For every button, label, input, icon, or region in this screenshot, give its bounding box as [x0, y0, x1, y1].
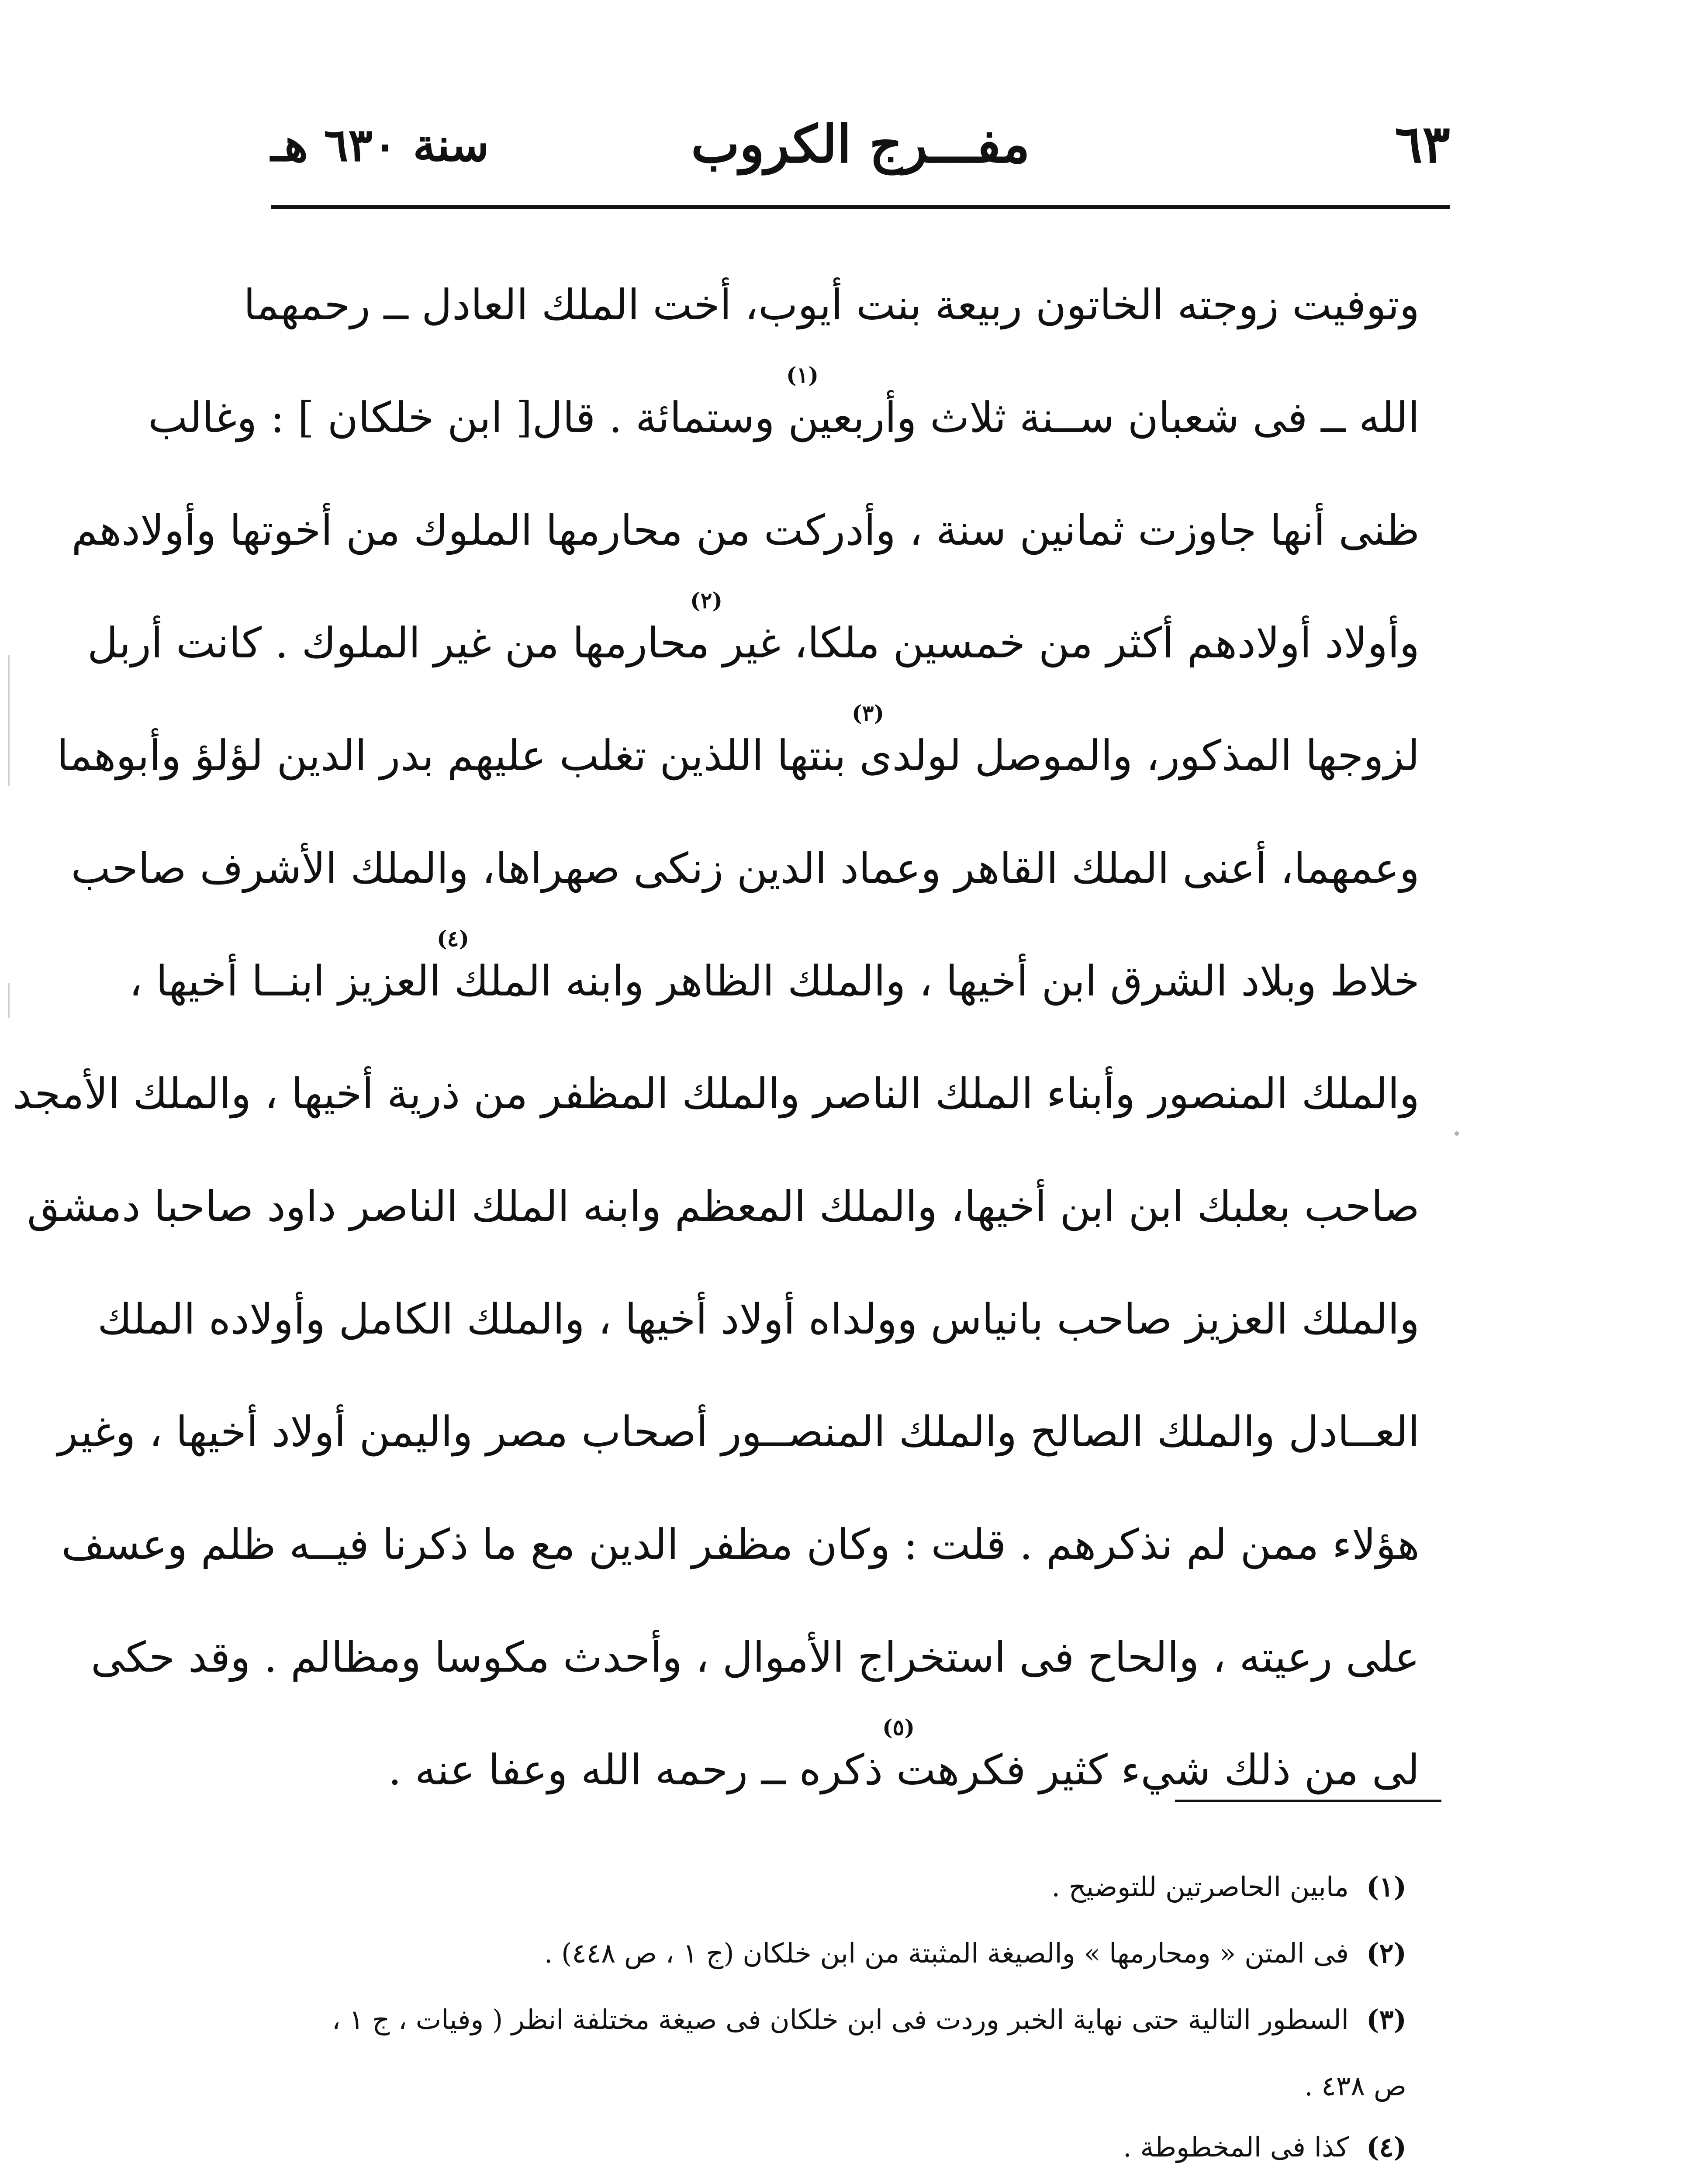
page-number: ٦٣ — [1395, 114, 1450, 174]
footnote-text: السطور التالية حتى نهاية الخبر وردت فى ابن خلكان فى صيغة مختلفة انظر ( وفيات ، ج ١ ، — [332, 2004, 1349, 2035]
header-year: سنة ٦٣٠ هـ — [271, 118, 489, 172]
text-line-content: خلاط وبلاد الشرق ابن أخيها ، والملك الظاهر وابنه الملك العزيز ابنــا أخيها ، — [129, 957, 1420, 1006]
text-line: على رعيته ، والحاح فى استخراج الأموال ، وأحدث مكوسا ومظالم . وقد حكى — [91, 1633, 1420, 1682]
footnote-number: (٤) — [1366, 2131, 1406, 2163]
text-line: والملك العزيز صاحب بانياس وولداه أولاد أخيها ، والملك الكامل وأولاده الملك — [97, 1295, 1420, 1344]
footnote-text: فى المتن « ومحارمها » والصيغة المثبتة من ابن خلكان (ج ١ ، ص ٤٤٨) . — [544, 1937, 1349, 1969]
margin-scan-mark — [8, 655, 10, 786]
footnote-4 — [306, 2125, 1406, 2184]
running-header — [271, 114, 1450, 197]
scan-speck — [1455, 1131, 1459, 1136]
footnote-2 — [306, 1932, 1406, 1998]
footnote-3-continuation — [306, 2064, 1406, 2125]
main-text — [12, 266, 1420, 1844]
footnote-mark-5: (٥) — [882, 1714, 915, 1740]
footnote-text: كذا فى المخطوطة . — [1123, 2131, 1349, 2163]
text-line-content: الله ــ فى شعبان ســنة ثلاث وأربعين وستمائة . قال[ ابن خلكان ] : وغالب — [148, 393, 1420, 442]
footnote-mark-1: (١) — [786, 362, 819, 388]
footnote-1 — [306, 1865, 1406, 1932]
text-line-content: وأولاد أولادهم أكثر من خمسين ملكا، غير محارمها من غير الملوك . كانت أربل — [87, 619, 1420, 667]
header-rule — [271, 205, 1450, 209]
footnote-3 — [306, 1998, 1406, 2064]
text-line: صاحب بعلبك ابن ابن أخيها، والملك المعظم وابنه الملك الناصر داود صاحبا دمشق — [27, 1182, 1420, 1231]
text-line: ظنى أنها جاوزت ثمانين سنة ، وأدركت من محارمها الملوك من أخوتها وأولادهم — [71, 506, 1420, 555]
footnote-mark-2: (٢) — [690, 587, 723, 613]
text-line: والملك المنصور وأبناء الملك الناصر والملك المظفر من ذرية أخيها ، والملك الأمجد — [12, 1069, 1420, 1118]
text-line: العــادل والملك الصالح والملك المنصــور أصحاب مصر واليمن أولاد أخيها ، وغير — [57, 1407, 1420, 1456]
text-line — [284, 1714, 1420, 1844]
text-line: هؤلاء ممن لم نذكرهم . قلت : وكان مظفر الدين مع ما ذكرنا فيــه ظلم وعسف — [61, 1520, 1420, 1569]
footnote-text: ص ٤٣٨ . — [1304, 2070, 1406, 2102]
text-line-content: لى من ذلك شيء كثير فكرهت ذكره ــ رحمه الله وعفا عنه . — [388, 1745, 1420, 1794]
header-book-title: مفـــرج الكروب — [691, 114, 1030, 174]
text-line: وعمهما، أعنى الملك القاهر وعماد الدين زنكى صهراها، والملك الأشرف صاحب — [71, 844, 1420, 893]
text-line — [148, 362, 1420, 492]
margin-scan-mark — [8, 983, 10, 1018]
footnote-number: (٣) — [1366, 2004, 1406, 2035]
footnote-text: مابين الحاصرتين للتوضيح . — [1051, 1871, 1349, 1903]
footnote-mark-3: (٣) — [852, 700, 885, 726]
text-line: وتوفيت زوجته الخاتون ربيعة بنت أيوب، أخت الملك العادل ــ رحمهما — [243, 280, 1420, 329]
footnote-number: (٢) — [1366, 1937, 1406, 1969]
text-line — [56, 700, 1420, 830]
text-line — [129, 926, 1420, 1055]
text-line-content: لزوجها المذكور، والموصل لولدى بنتها اللذين تغلب عليهم بدر الدين لؤلؤ وأبوهما — [56, 731, 1420, 780]
footnote-rule — [1175, 1800, 1441, 1802]
footnote-mark-4: (٤) — [437, 926, 470, 951]
footnote-number: (١) — [1366, 1871, 1406, 1903]
footnotes — [306, 1865, 1406, 2184]
